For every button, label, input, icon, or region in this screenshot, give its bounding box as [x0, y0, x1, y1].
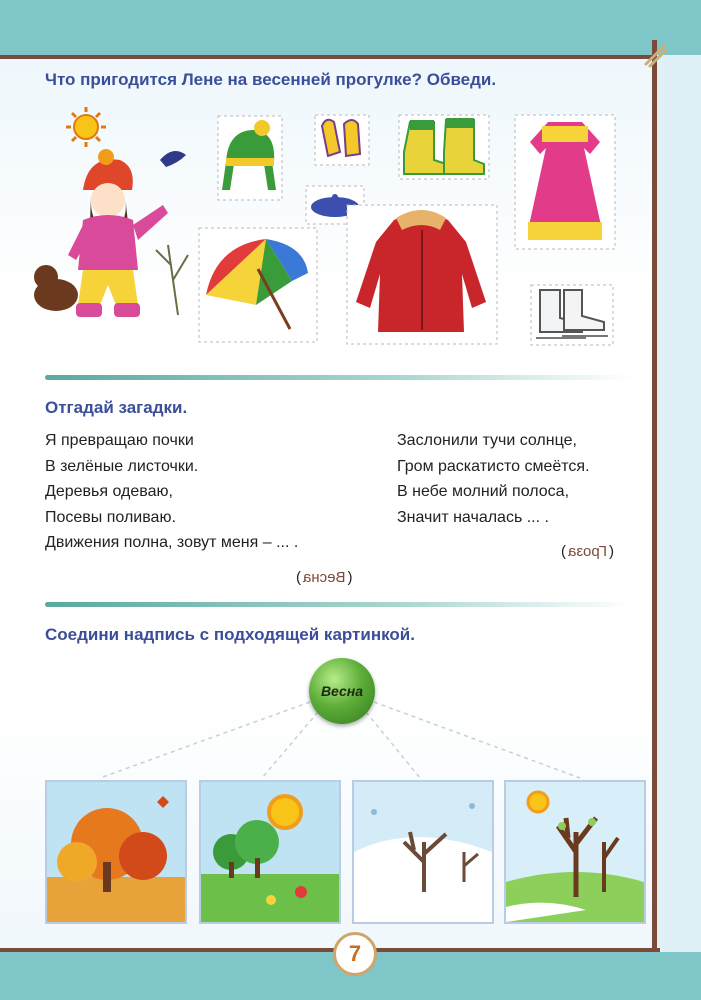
top-band [0, 0, 701, 55]
riddle-right-line: В небе молний полоса, [397, 483, 570, 500]
riddle-left [45, 428, 298, 556]
right-frame [652, 40, 657, 1000]
answer-left-text: Весна [303, 569, 346, 586]
riddle-left-line: Я превращаю почки [45, 432, 194, 449]
task2-title: Отгадай загадки. [45, 398, 188, 417]
spring-picture [506, 782, 644, 922]
riddle-right [397, 428, 590, 530]
section-divider-2 [45, 602, 633, 607]
autumn-picture [47, 782, 185, 922]
task1-title: Что пригодится Лене на весенней прогулке? Обведи. [45, 70, 497, 89]
riddle-left-line: В зелёные листочки. [45, 457, 199, 475]
riddle-right-line: Гром раскатисто смеётся. [397, 457, 590, 475]
ice-skates-picture [528, 282, 616, 348]
summer-dress-picture [512, 112, 618, 252]
riddle-right-line: Значит началась ... . [397, 508, 549, 526]
season-label: Весна [320, 683, 364, 699]
mittens-picture [312, 112, 372, 168]
section-divider-1 [45, 375, 633, 380]
summer-picture [201, 782, 339, 922]
answer-left: ( Весна ) [296, 569, 353, 586]
season-card-autumn[interactable] [45, 780, 187, 924]
riddle-left-line: Деревья одеваю, [45, 483, 173, 500]
top-rule [0, 55, 660, 59]
answer-right: ( Гроза ) [561, 543, 615, 560]
sun-icon [66, 107, 106, 147]
riddle-right-line: Заслонили тучи солнце, [397, 432, 577, 449]
season-card-summer[interactable] [199, 780, 341, 924]
season-card-spring[interactable] [504, 780, 646, 924]
winter-hat-picture [214, 112, 286, 204]
task3-title: Соедини надпись с подходящей картинкой. [45, 625, 415, 644]
paperclip-icon [640, 40, 670, 70]
page-number: 7 [348, 941, 362, 966]
answer-right-text: Гроза [568, 543, 608, 560]
felt-boots-picture [396, 112, 492, 182]
season-card-winter[interactable] [352, 780, 494, 924]
girl-with-dog-illustration [28, 105, 198, 330]
winter-picture [354, 782, 492, 922]
page-number-badge [333, 932, 377, 976]
right-margin [657, 55, 701, 952]
winter-coat-picture [344, 202, 500, 347]
riddle-left-line: Движения полна, зовут меня – ... . [45, 534, 299, 551]
riddle-left-line: Посевы поливаю. [45, 508, 176, 526]
umbrella-picture [196, 225, 320, 345]
season-label-ball[interactable] [309, 658, 375, 724]
